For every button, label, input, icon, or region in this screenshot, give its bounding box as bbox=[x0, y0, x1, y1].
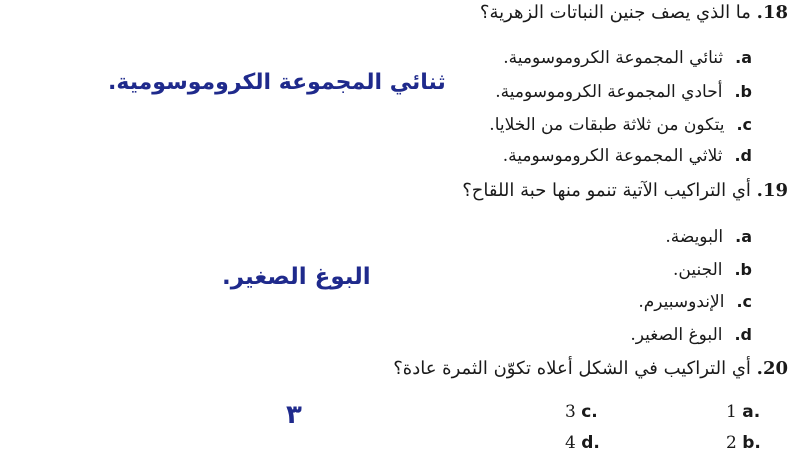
option-19-b bbox=[673, 260, 752, 280]
option-text: البويضة. bbox=[665, 227, 724, 247]
option-19-a bbox=[665, 227, 752, 247]
option-label: d. bbox=[581, 433, 600, 453]
option-text: ثلاثي المجموعة الكروموسومية. bbox=[502, 146, 723, 166]
option-text: ثنائي المجموعة الكروموسومية. bbox=[503, 48, 724, 68]
option-label: a. bbox=[735, 227, 752, 246]
option-18-a bbox=[503, 48, 752, 68]
question-text: ما الذي يصف جنين النباتات الزهرية؟ bbox=[479, 2, 751, 23]
option-text: 4 bbox=[565, 433, 576, 453]
option-20-a bbox=[726, 402, 760, 422]
option-18-d bbox=[503, 146, 752, 166]
question-number: 18. bbox=[756, 2, 788, 23]
option-18-b bbox=[495, 82, 752, 102]
option-20-d bbox=[565, 433, 600, 453]
question-number: 19. bbox=[756, 180, 788, 201]
option-19-d bbox=[630, 325, 752, 345]
question-text: أي التراكيب الآتية تنمو منها حبة اللقاح؟ bbox=[462, 180, 751, 201]
option-label: c. bbox=[581, 402, 598, 422]
option-text: الجنين. bbox=[672, 260, 723, 280]
question-19 bbox=[462, 180, 788, 201]
option-label: d. bbox=[734, 146, 752, 165]
option-label: c. bbox=[736, 115, 752, 134]
option-text: البوغ الصغير. bbox=[630, 325, 723, 345]
option-20-b bbox=[726, 433, 761, 453]
option-text: 2 bbox=[726, 433, 737, 453]
option-label: b. bbox=[742, 433, 761, 453]
option-text: الإندوسبيرم. bbox=[638, 292, 725, 312]
question-18 bbox=[480, 2, 788, 23]
question-text: أي التراكيب في الشكل أعلاه تكوّن الثمرة عادة؟ bbox=[393, 358, 751, 379]
option-text: 1 bbox=[726, 402, 737, 422]
answer-19: البوغ الصغير. bbox=[222, 264, 371, 290]
option-18-c bbox=[489, 115, 752, 135]
option-text: 3 bbox=[565, 402, 576, 422]
option-19-c bbox=[638, 292, 752, 312]
option-label: d. bbox=[734, 325, 752, 344]
option-label: a. bbox=[742, 402, 761, 422]
option-text: يتكون من ثلاثة طبقات من الخلايا. bbox=[489, 115, 725, 135]
option-label: b. bbox=[734, 82, 752, 101]
option-20-c bbox=[565, 402, 598, 422]
question-number: 20. bbox=[756, 358, 788, 379]
option-text: أحادي المجموعة الكروموسومية. bbox=[495, 82, 723, 102]
question-20 bbox=[393, 358, 788, 379]
option-label: a. bbox=[735, 48, 752, 67]
answer-20: ٣ bbox=[286, 400, 302, 430]
option-label: c. bbox=[736, 292, 752, 311]
answer-18: ثنائي المجموعة الكروموسومية. bbox=[108, 70, 446, 95]
option-label: b. bbox=[734, 260, 752, 279]
